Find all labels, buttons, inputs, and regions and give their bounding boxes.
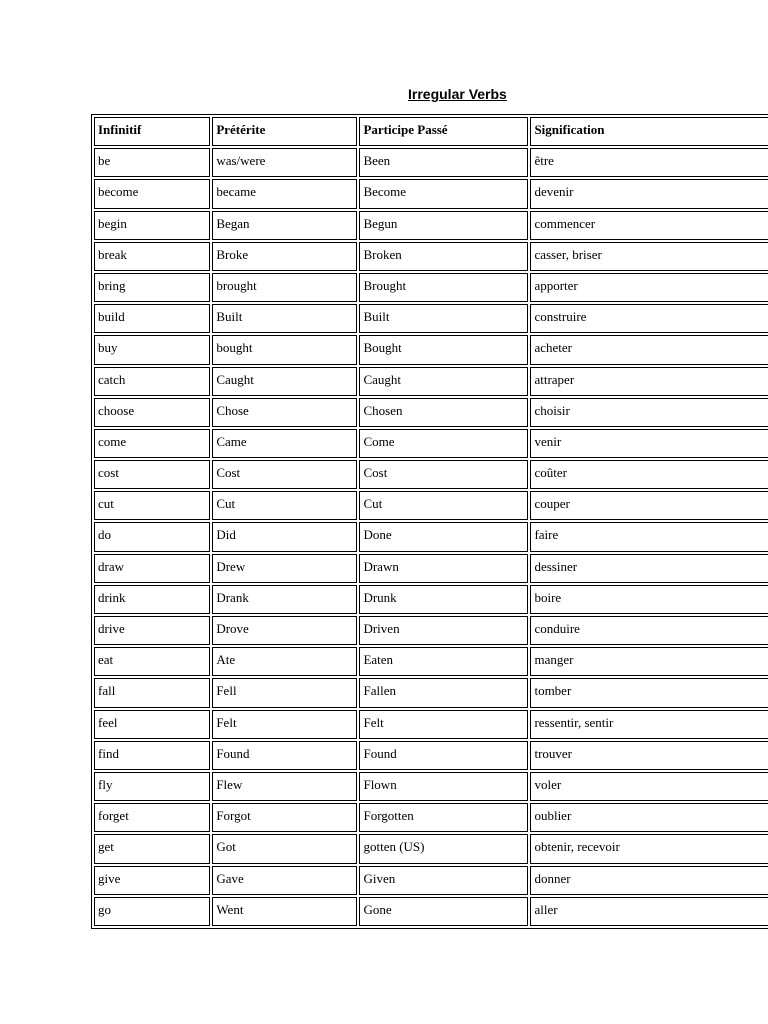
infinitif-cell: get: [94, 834, 210, 863]
preterite-cell: Fell: [212, 678, 357, 707]
preterite-cell: Cut: [212, 491, 357, 520]
table-row: [93, 397, 768, 428]
infinitif-cell: cut: [94, 491, 210, 520]
infinitif-cell: feel: [94, 710, 210, 739]
infinitif-cell: be: [94, 148, 210, 177]
header-preterite: Prétérite: [212, 117, 357, 146]
signification-cell: voler: [530, 772, 768, 801]
preterite-cell: Gave: [212, 866, 357, 895]
infinitif-cell: become: [94, 179, 210, 208]
signification-cell: venir: [530, 429, 768, 458]
infinitif-cell: build: [94, 304, 210, 333]
participe-passe-cell: Driven: [359, 616, 528, 645]
preterite-cell: Drew: [212, 554, 357, 583]
signification-cell: coûter: [530, 460, 768, 489]
participe-passe-cell: Caught: [359, 367, 528, 396]
participe-passe-cell: Cut: [359, 491, 528, 520]
table-row: [93, 646, 768, 677]
signification-cell: trouver: [530, 741, 768, 770]
table-row: [93, 178, 768, 209]
infinitif-cell: draw: [94, 554, 210, 583]
signification-cell: couper: [530, 491, 768, 520]
table-row: [93, 584, 768, 615]
table-row: [93, 366, 768, 397]
participe-passe-cell: Gone: [359, 897, 528, 926]
table-row: [93, 303, 768, 334]
infinitif-cell: fall: [94, 678, 210, 707]
signification-cell: être: [530, 148, 768, 177]
participe-passe-cell: Done: [359, 522, 528, 551]
infinitif-cell: break: [94, 242, 210, 271]
table-row: [93, 771, 768, 802]
participe-passe-cell: Eaten: [359, 647, 528, 676]
infinitif-cell: go: [94, 897, 210, 926]
participe-passe-cell: Forgotten: [359, 803, 528, 832]
participe-passe-cell: Broken: [359, 242, 528, 271]
infinitif-cell: give: [94, 866, 210, 895]
table-row: [93, 210, 768, 241]
table-row: [93, 802, 768, 833]
table-row: [93, 709, 768, 740]
signification-cell: choisir: [530, 398, 768, 427]
signification-cell: attraper: [530, 367, 768, 396]
table-row: [93, 521, 768, 552]
preterite-cell: Felt: [212, 710, 357, 739]
signification-cell: casser, briser: [530, 242, 768, 271]
table-row: [93, 147, 768, 178]
infinitif-cell: begin: [94, 211, 210, 240]
signification-cell: tomber: [530, 678, 768, 707]
infinitif-cell: forget: [94, 803, 210, 832]
table-row: [93, 241, 768, 272]
table-row: [93, 459, 768, 490]
preterite-cell: Ate: [212, 647, 357, 676]
table-row: [93, 833, 768, 864]
signification-cell: manger: [530, 647, 768, 676]
preterite-cell: Got: [212, 834, 357, 863]
infinitif-cell: eat: [94, 647, 210, 676]
infinitif-cell: choose: [94, 398, 210, 427]
participe-passe-cell: Been: [359, 148, 528, 177]
preterite-cell: Drove: [212, 616, 357, 645]
signification-cell: obtenir, recevoir: [530, 834, 768, 863]
table-row: [93, 490, 768, 521]
table-row: [93, 428, 768, 459]
participe-passe-cell: Brought: [359, 273, 528, 302]
preterite-cell: Cost: [212, 460, 357, 489]
preterite-cell: became: [212, 179, 357, 208]
signification-cell: devenir: [530, 179, 768, 208]
verbs-table: [91, 114, 768, 929]
header-signification: Signification: [530, 117, 768, 146]
preterite-cell: Chose: [212, 398, 357, 427]
preterite-cell: Forgot: [212, 803, 357, 832]
preterite-cell: brought: [212, 273, 357, 302]
infinitif-cell: drive: [94, 616, 210, 645]
signification-cell: conduire: [530, 616, 768, 645]
signification-cell: dessiner: [530, 554, 768, 583]
table-header-row: [93, 116, 768, 147]
table-row: [93, 272, 768, 303]
participe-passe-cell: Become: [359, 179, 528, 208]
table-row: [93, 865, 768, 896]
signification-cell: acheter: [530, 335, 768, 364]
preterite-cell: Flew: [212, 772, 357, 801]
preterite-cell: Went: [212, 897, 357, 926]
infinitif-cell: cost: [94, 460, 210, 489]
signification-cell: aller: [530, 897, 768, 926]
participe-passe-cell: Found: [359, 741, 528, 770]
infinitif-cell: come: [94, 429, 210, 458]
signification-cell: oublier: [530, 803, 768, 832]
participe-passe-cell: Built: [359, 304, 528, 333]
signification-cell: faire: [530, 522, 768, 551]
participe-passe-cell: Chosen: [359, 398, 528, 427]
signification-cell: donner: [530, 866, 768, 895]
participe-passe-cell: Come: [359, 429, 528, 458]
table-row: [93, 553, 768, 584]
table-row: [93, 334, 768, 365]
participe-passe-cell: gotten (US): [359, 834, 528, 863]
preterite-cell: Broke: [212, 242, 357, 271]
infinitif-cell: drink: [94, 585, 210, 614]
preterite-cell: Drank: [212, 585, 357, 614]
signification-cell: commencer: [530, 211, 768, 240]
participe-passe-cell: Bought: [359, 335, 528, 364]
header-participe-passe: Participe Passé: [359, 117, 528, 146]
signification-cell: boire: [530, 585, 768, 614]
header-infinitif: Infinitif: [94, 117, 210, 146]
preterite-cell: was/were: [212, 148, 357, 177]
preterite-cell: Did: [212, 522, 357, 551]
participe-passe-cell: Begun: [359, 211, 528, 240]
signification-cell: construire: [530, 304, 768, 333]
infinitif-cell: do: [94, 522, 210, 551]
preterite-cell: Came: [212, 429, 357, 458]
page-title: Irregular Verbs: [408, 86, 507, 102]
table-row: [93, 677, 768, 708]
participe-passe-cell: Flown: [359, 772, 528, 801]
participe-passe-cell: Given: [359, 866, 528, 895]
signification-cell: apporter: [530, 273, 768, 302]
preterite-cell: Built: [212, 304, 357, 333]
infinitif-cell: fly: [94, 772, 210, 801]
participe-passe-cell: Felt: [359, 710, 528, 739]
infinitif-cell: catch: [94, 367, 210, 396]
participe-passe-cell: Fallen: [359, 678, 528, 707]
infinitif-cell: bring: [94, 273, 210, 302]
preterite-cell: Began: [212, 211, 357, 240]
infinitif-cell: buy: [94, 335, 210, 364]
participe-passe-cell: Drunk: [359, 585, 528, 614]
table-row: [93, 896, 768, 927]
infinitif-cell: find: [94, 741, 210, 770]
preterite-cell: Caught: [212, 367, 357, 396]
table-row: [93, 740, 768, 771]
preterite-cell: Found: [212, 741, 357, 770]
signification-cell: ressentir, sentir: [530, 710, 768, 739]
preterite-cell: bought: [212, 335, 357, 364]
participe-passe-cell: Cost: [359, 460, 528, 489]
table-row: [93, 615, 768, 646]
participe-passe-cell: Drawn: [359, 554, 528, 583]
